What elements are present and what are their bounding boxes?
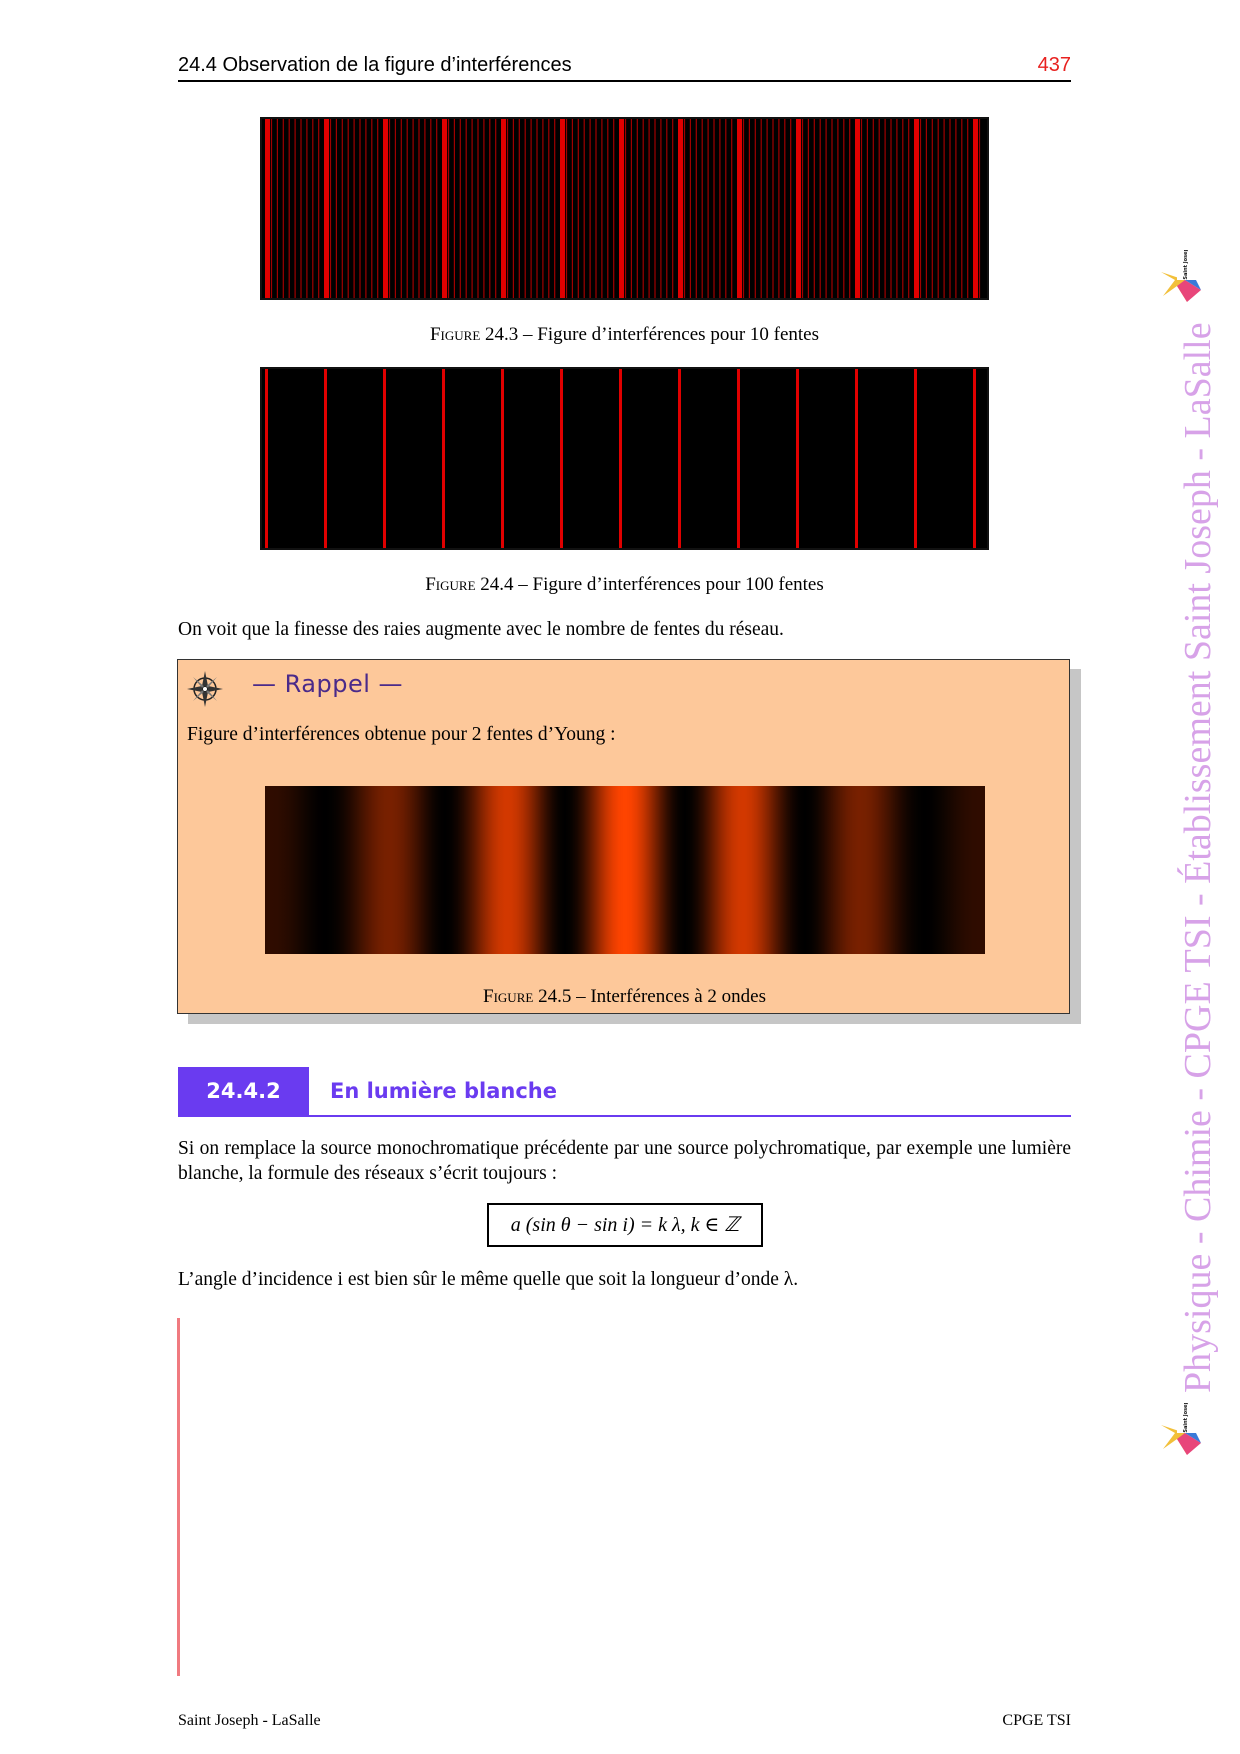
secondary-fringe	[949, 119, 950, 298]
principal-fringe	[383, 369, 386, 548]
secondary-fringe	[826, 119, 827, 298]
figure-caption-24-4	[178, 574, 1071, 596]
secondary-fringe	[731, 119, 732, 298]
secondary-fringe	[702, 119, 703, 298]
principal-fringe	[324, 119, 329, 298]
secondary-fringe	[489, 119, 490, 298]
secondary-fringe	[542, 119, 543, 298]
secondary-fringe	[389, 119, 390, 298]
figure-10-slits	[260, 117, 989, 300]
secondary-fringe	[837, 119, 838, 298]
secondary-fringe	[772, 119, 773, 298]
secondary-fringe	[507, 119, 508, 298]
secondary-fringe	[814, 119, 815, 298]
secondary-fringe	[531, 119, 532, 298]
secondary-fringe	[271, 119, 272, 298]
paragraph-white-light: Si on remplace la source monochromatique précédente par une source polychromatique, par exemple une lumière blanche, la formule des réseaux s’écrit toujours :	[178, 1138, 1071, 1184]
secondary-fringe	[348, 119, 349, 298]
secondary-fringe	[873, 119, 874, 298]
intro-paragraph: On voit que la finesse des raies augmente avec le nombre de fentes du réseau.	[178, 619, 784, 640]
paragraph-incidence-angle: L’angle d’incidence i est bien sûr le même quelle que soit la longueur d’onde λ.	[178, 1269, 799, 1290]
principal-fringe	[560, 119, 565, 298]
secondary-fringe	[525, 119, 526, 298]
secondary-fringe	[696, 119, 697, 298]
secondary-fringe	[289, 119, 290, 298]
secondary-fringe	[955, 119, 956, 298]
secondary-fringe	[920, 119, 921, 298]
secondary-fringe	[660, 119, 661, 298]
secondary-fringe	[519, 119, 520, 298]
principal-fringe	[796, 119, 801, 298]
figure-label: Figure	[429, 324, 481, 345]
principal-fringe	[737, 119, 742, 298]
running-header	[178, 52, 1071, 82]
secondary-fringe	[861, 119, 862, 298]
secondary-fringe	[932, 119, 933, 298]
fringe-pattern-10-slits	[262, 119, 987, 298]
secondary-fringe	[395, 119, 396, 298]
secondary-fringe	[430, 119, 431, 298]
principal-fringe	[265, 119, 270, 298]
principal-fringe	[442, 369, 445, 548]
secondary-fringe	[312, 119, 313, 298]
secondary-fringe	[595, 119, 596, 298]
caption-text: 24.5 – Interférences à 2 ondes	[533, 986, 766, 1007]
secondary-fringe	[790, 119, 791, 298]
secondary-fringe	[902, 119, 903, 298]
principal-fringe	[796, 369, 799, 548]
secondary-fringe	[401, 119, 402, 298]
figure-caption-24-5	[178, 986, 1071, 1008]
secondary-fringe	[784, 119, 785, 298]
caption-text: 24.4 – Figure d’interférences pour 100 fentes	[475, 574, 824, 595]
secondary-fringe	[466, 119, 467, 298]
secondary-fringe	[454, 119, 455, 298]
secondary-fringe	[672, 119, 673, 298]
secondary-fringe	[418, 119, 419, 298]
principal-fringe	[265, 369, 268, 548]
secondary-fringe	[890, 119, 891, 298]
principal-fringe	[737, 369, 740, 548]
secondary-fringe	[802, 119, 803, 298]
figure-label: Figure	[483, 986, 534, 1007]
secondary-fringe	[300, 119, 301, 298]
secondary-fringe	[359, 119, 360, 298]
secondary-fringe	[436, 119, 437, 298]
secondary-fringe	[283, 119, 284, 298]
secondary-fringe	[601, 119, 602, 298]
secondary-fringe	[631, 119, 632, 298]
principal-fringe	[619, 119, 624, 298]
rappel-title: — Rappel —	[252, 670, 404, 698]
secondary-fringe	[896, 119, 897, 298]
secondary-fringe	[926, 119, 927, 298]
secondary-fringe	[477, 119, 478, 298]
secondary-fringe	[643, 119, 644, 298]
principal-fringe	[855, 119, 860, 298]
secondary-fringe	[979, 119, 980, 298]
secondary-fringe	[755, 119, 756, 298]
secondary-fringe	[554, 119, 555, 298]
secondary-fringe	[778, 119, 779, 298]
secondary-fringe	[708, 119, 709, 298]
secondary-fringe	[761, 119, 762, 298]
secondary-fringe	[749, 119, 750, 298]
young-fringes-figure	[265, 786, 985, 954]
young-fringes-gradient	[265, 786, 985, 954]
secondary-fringe	[908, 119, 909, 298]
rappel-box	[177, 659, 1070, 1014]
section-heading	[178, 1067, 1071, 1117]
principal-fringe	[560, 369, 563, 548]
secondary-fringe	[578, 119, 579, 298]
secondary-fringe	[713, 119, 714, 298]
footer-left: Saint Joseph - LaSalle	[178, 1712, 321, 1729]
secondary-fringe	[377, 119, 378, 298]
secondary-fringe	[306, 119, 307, 298]
secondary-fringe	[607, 119, 608, 298]
principal-fringe	[501, 369, 504, 548]
secondary-fringe	[277, 119, 278, 298]
principal-fringe	[855, 369, 858, 548]
page-number: 437	[1037, 54, 1071, 76]
secondary-fringe	[483, 119, 484, 298]
secondary-fringe	[371, 119, 372, 298]
secondary-fringe	[625, 119, 626, 298]
secondary-fringe	[354, 119, 355, 298]
secondary-fringe	[879, 119, 880, 298]
principal-fringe	[914, 119, 919, 298]
secondary-fringe	[808, 119, 809, 298]
footer-right: CPGE TSI	[1002, 1712, 1071, 1729]
grating-formula: a (sin θ − sin i) = k λ, k ∈ ℤ	[487, 1203, 763, 1247]
figure-label: Figure	[425, 574, 476, 595]
figure-caption-24-3	[178, 324, 1071, 346]
secondary-fringe	[637, 119, 638, 298]
secondary-fringe	[885, 119, 886, 298]
secondary-fringe	[336, 119, 337, 298]
secondary-fringe	[967, 119, 968, 298]
secondary-fringe	[725, 119, 726, 298]
compass-icon	[185, 669, 225, 709]
secondary-fringe	[424, 119, 425, 298]
fringe-pattern-100-slits	[262, 369, 987, 548]
secondary-fringe	[767, 119, 768, 298]
secondary-fringe	[330, 119, 331, 298]
secondary-fringe	[342, 119, 343, 298]
side-watermark-text: Physique - Chimie - CPGE TSI - Établissement Saint Joseph - LaSalle	[1177, 322, 1219, 1393]
secondary-fringe	[843, 119, 844, 298]
svg-text:Saint Joseph: Saint Joseph	[1183, 1403, 1189, 1433]
caption-text: 24.3 – Figure d’interférences pour 10 fentes	[480, 324, 820, 345]
principal-fringe	[501, 119, 506, 298]
secondary-fringe	[590, 119, 591, 298]
principal-fringe	[619, 369, 622, 548]
secondary-fringe	[365, 119, 366, 298]
secondary-fringe	[690, 119, 691, 298]
school-logo-bottom	[1157, 1403, 1207, 1463]
section-number: 24.4.2	[178, 1067, 309, 1115]
secondary-fringe	[584, 119, 585, 298]
secondary-fringe	[684, 119, 685, 298]
principal-fringe	[678, 119, 683, 298]
figure-100-slits	[260, 367, 989, 550]
principal-fringe	[324, 369, 327, 548]
secondary-fringe	[572, 119, 573, 298]
principal-fringe	[914, 369, 917, 548]
secondary-fringe	[472, 119, 473, 298]
header-section-title: 24.4 Observation de la figure d’interférences	[178, 54, 572, 76]
secondary-fringe	[743, 119, 744, 298]
secondary-fringe	[407, 119, 408, 298]
principal-fringe	[973, 369, 976, 548]
secondary-fringe	[460, 119, 461, 298]
secondary-fringe	[548, 119, 549, 298]
margin-note-bar	[177, 1318, 180, 1676]
secondary-fringe	[831, 119, 832, 298]
principal-fringe	[442, 119, 447, 298]
secondary-fringe	[961, 119, 962, 298]
secondary-fringe	[536, 119, 537, 298]
secondary-fringe	[849, 119, 850, 298]
secondary-fringe	[318, 119, 319, 298]
principal-fringe	[678, 369, 681, 548]
secondary-fringe	[566, 119, 567, 298]
secondary-fringe	[666, 119, 667, 298]
principal-fringe	[383, 119, 388, 298]
secondary-fringe	[719, 119, 720, 298]
rappel-text: Figure d’interférences obtenue pour 2 fentes d’Young :	[187, 724, 616, 745]
principal-fringe	[973, 119, 978, 298]
secondary-fringe	[944, 119, 945, 298]
secondary-fringe	[513, 119, 514, 298]
secondary-fringe	[495, 119, 496, 298]
secondary-fringe	[613, 119, 614, 298]
secondary-fringe	[867, 119, 868, 298]
secondary-fringe	[820, 119, 821, 298]
secondary-fringe	[938, 119, 939, 298]
secondary-fringe	[413, 119, 414, 298]
svg-text:Saint Joseph: Saint Joseph	[1183, 250, 1189, 280]
secondary-fringe	[295, 119, 296, 298]
secondary-fringe	[448, 119, 449, 298]
secondary-fringe	[654, 119, 655, 298]
section-title: En lumière blanche	[330, 1079, 557, 1103]
secondary-fringe	[649, 119, 650, 298]
school-logo-top	[1157, 250, 1207, 310]
